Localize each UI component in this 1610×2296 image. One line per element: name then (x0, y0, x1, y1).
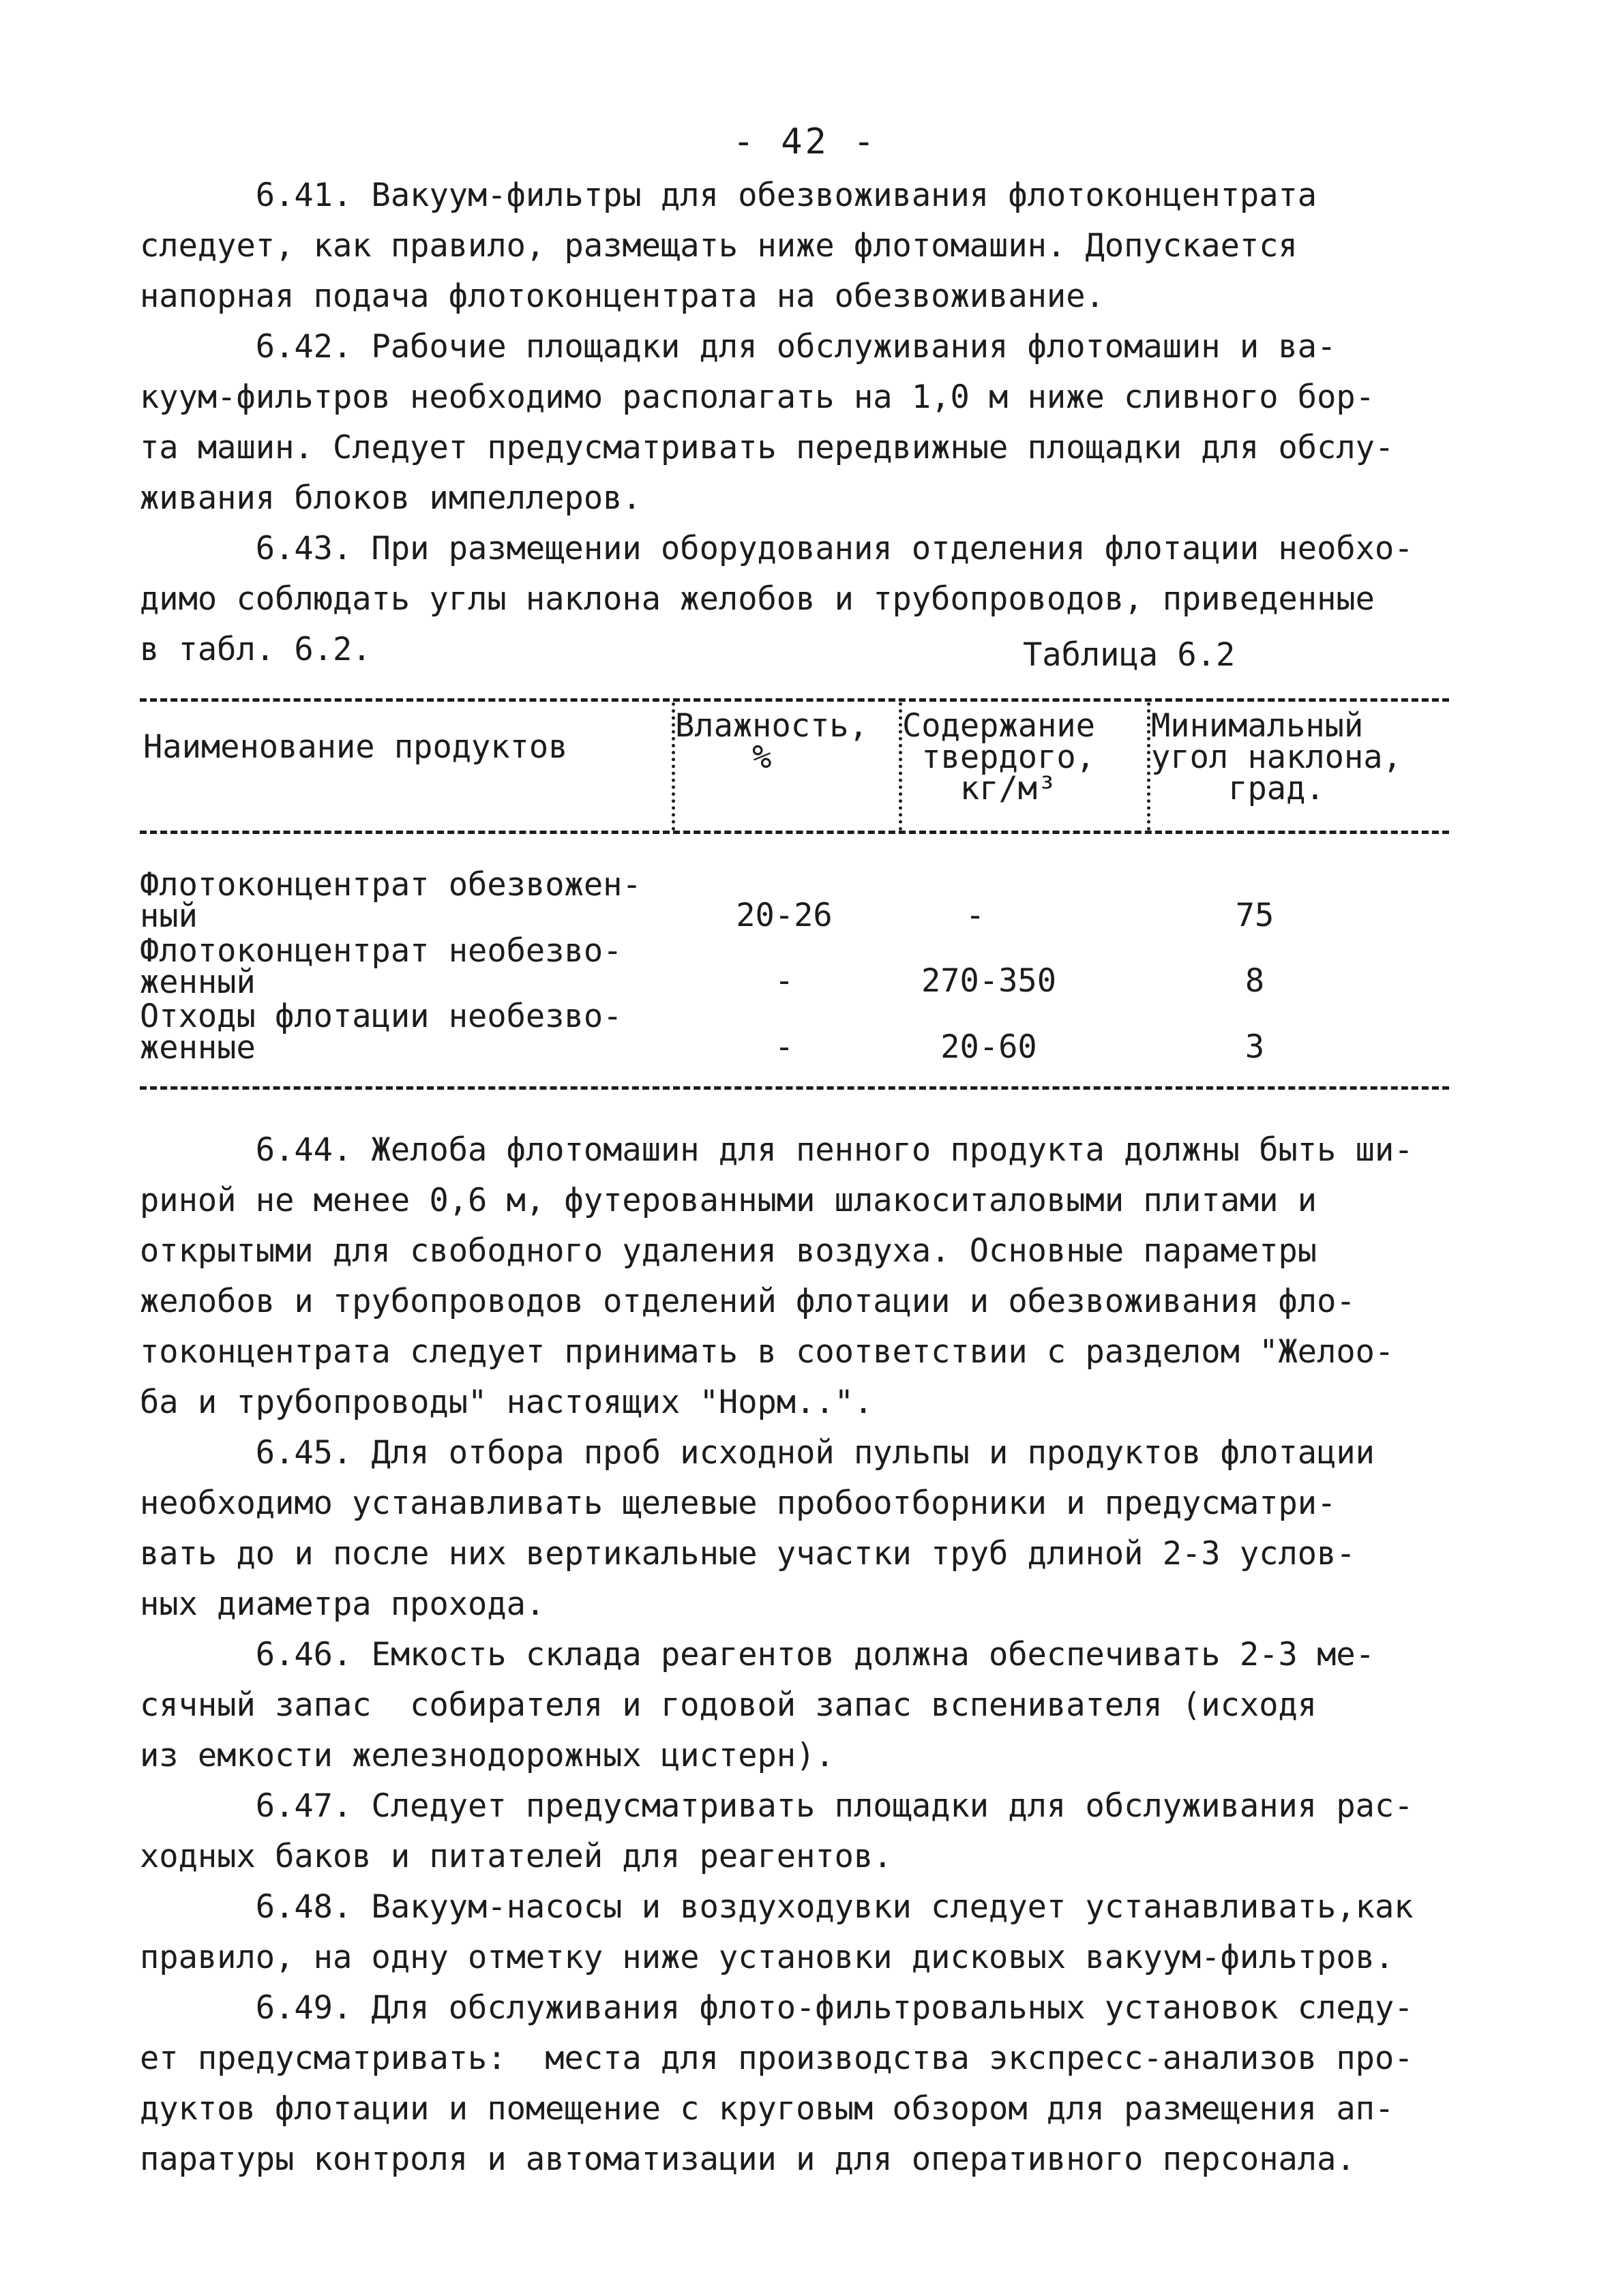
header-solids: Содержание твердого, кг/м³ (902, 707, 1095, 807)
paragraph-6-45 (140, 1428, 1476, 1630)
text-line: необходимо устанавливать щелевые пробоотборники и предусматри- (140, 1485, 1337, 1522)
text-line: ет предусматривать: места для производства экспресс-анализов про- (140, 2040, 1414, 2077)
text-line: желобов и трубопроводов отделений флотации и обезвоживания фло- (140, 1283, 1356, 1320)
text-line: живания блоков импеллеров. (140, 479, 642, 517)
text-line: куум-фильтров необходимо располагать на 1,0 м ниже сливного бор- (140, 378, 1375, 416)
cell-min-angle: 75 (1235, 897, 1274, 934)
table-top-rule (140, 698, 1449, 702)
paragraph-6-43 (140, 524, 1476, 675)
text-line: следует, как правило, размещать ниже флотомашин. Допускается (140, 227, 1298, 265)
paragraph-6-44 (140, 1125, 1476, 1428)
text-line: 6.45. Для отбора проб исходной пульпы и продуктов флотации (140, 1434, 1375, 1472)
text-line: дуктов флотации и помещение с круговым обзором для размещения ап- (140, 2090, 1395, 2128)
page-number: - 42 - (732, 121, 878, 162)
header-moisture: Влажность, % (675, 707, 868, 776)
cell-product-name: Флотоконцентрат обезвожен- ный (140, 866, 642, 935)
text-line: риной не менее 0,6 м, футерованными шлакоситаловыми плитами и (140, 1182, 1317, 1219)
cell-moisture: - (774, 1028, 794, 1066)
cell-product-name: Отходы флотации необезво- женные (140, 998, 623, 1067)
text-line: напорная подача флотоконцентрата на обезвоживание. (140, 278, 1105, 315)
text-line: паратуры контроля и автоматизации и для оперативного персонала. (140, 2141, 1356, 2178)
cell-moisture: - (774, 962, 794, 1000)
column-separator (1147, 702, 1150, 831)
text-line: димо соблюдать углы наклона желобов и трубопроводов, приведенные (140, 580, 1375, 618)
text-line: 6.41. Вакуум-фильтры для обезвоживания флотоконцентрата (140, 177, 1317, 214)
paragraph-6-49 (140, 1983, 1476, 2185)
header-min-angle: Минимальный угол наклона, град. (1151, 707, 1402, 807)
text-line: из емкости железнодорожных цистерн). (140, 1737, 835, 1774)
cell-solids: 20-60 (940, 1028, 1037, 1066)
text-line: сячный запас собирателя и годовой запас вспенивателя (исходя (140, 1686, 1317, 1724)
text-line: ходных баков и питателей для реагентов. (140, 1838, 893, 1875)
cell-moisture: 20-26 (736, 897, 833, 934)
text-line: 6.46. Емкость склада реагентов должна обеспечивать 2-3 ме- (140, 1636, 1375, 1673)
cell-min-angle: 3 (1244, 1028, 1265, 1066)
cell-solids: - (965, 897, 985, 934)
text-line: та машин. Следует предусматривать передвижные площадки для обслу- (140, 429, 1395, 466)
text-line: вать до и после них вертикальные участки труб длиной 2-3 услов- (140, 1535, 1356, 1572)
header-product-name: Наименование продуктов (143, 728, 568, 766)
cell-solids: 270-350 (921, 962, 1057, 1000)
text-line: открытыми для свободного удаления воздуха. Основные параметры (140, 1232, 1317, 1270)
table-header-rule (140, 831, 1449, 834)
paragraph-6-47 (140, 1781, 1476, 1882)
paragraph-6-41 (140, 170, 1476, 322)
text-line: в табл. 6.2. (140, 631, 372, 668)
text-line: правило, на одну отметку ниже установки дисковых вакуум-фильтров. (140, 1939, 1395, 1976)
paragraph-6-48 (140, 1882, 1476, 1983)
table-bottom-rule (140, 1086, 1449, 1090)
text-line: ных диаметра прохода. (140, 1585, 546, 1623)
text-line: 6.42. Рабочие площадки для обслуживания флотомашин и ва- (140, 328, 1337, 366)
text-line: 6.43. При размещении оборудования отделения флотации необхо- (140, 530, 1414, 567)
cell-min-angle: 8 (1244, 962, 1265, 1000)
text-line: 6.49. Для обслуживания флото-фильтровальных установок следу- (140, 1989, 1414, 2027)
paragraph-6-46 (140, 1630, 1476, 1781)
text-line: токонцентрата следует принимать в соответствии с разделом "Желоо- (140, 1333, 1395, 1371)
text-line: 6.47. Следует предусматривать площадки для обслуживания рас- (140, 1787, 1414, 1825)
cell-product-name: Флотоконцентрат необезво- женный (140, 932, 623, 1001)
text-line: 6.44. Желоба флотомашин для пенного продукта должны быть ши- (140, 1131, 1414, 1169)
text-line: ба и трубопроводы" настоящих "Норм..". (140, 1384, 874, 1421)
table-title: Таблица 6.2 (1023, 636, 1236, 674)
paragraph-6-42 (140, 322, 1476, 524)
text-line: 6.48. Вакуум-насосы и воздуходувки следует устанавливать,как (140, 1888, 1414, 1926)
